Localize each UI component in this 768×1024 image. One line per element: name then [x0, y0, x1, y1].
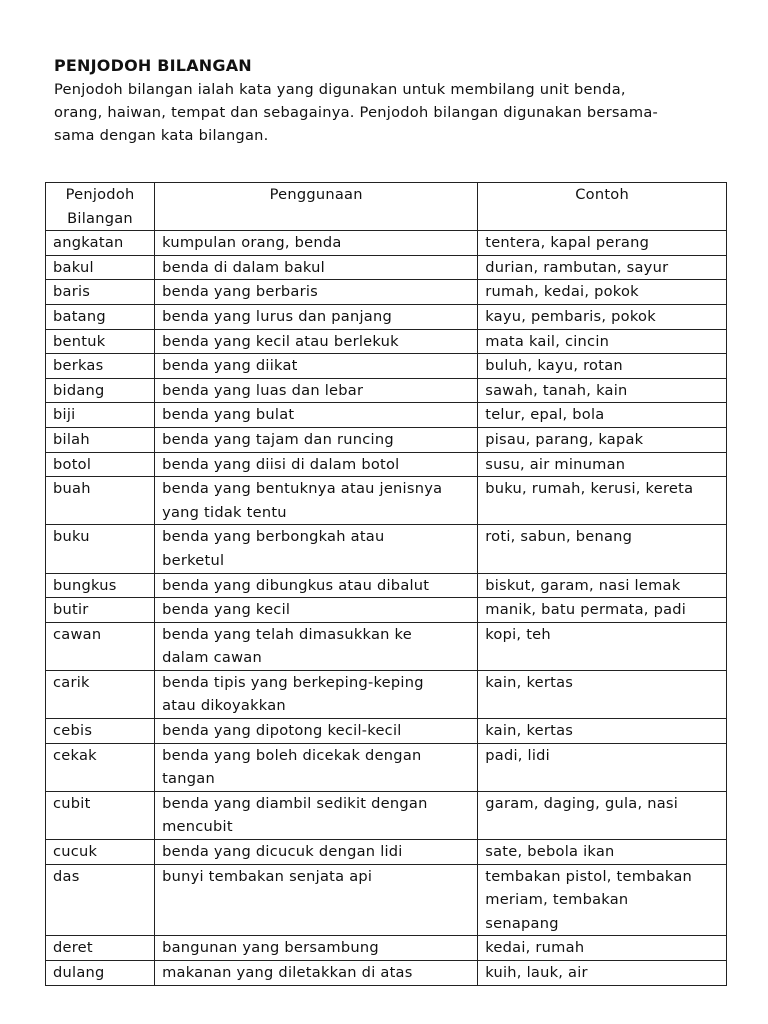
table-row: [46, 719, 727, 744]
cell-text: biji: [53, 406, 76, 424]
cell-text: tembakan pistol, tembakan: [485, 867, 693, 885]
table-row: [46, 670, 727, 718]
penggunaan-cell: [155, 743, 478, 791]
penggunaan-cell: [155, 403, 478, 428]
penggunaan-cell: [155, 840, 478, 865]
penggunaan-cell: [155, 304, 478, 329]
penjodoh-bilangan-table: [45, 182, 727, 986]
cell-text: buah: [53, 480, 91, 498]
table-row: [46, 840, 727, 865]
contoh-cell: [478, 525, 727, 573]
table-row: [46, 791, 727, 839]
cell-text: biskut, garam, nasi lemak: [485, 576, 681, 594]
contoh-cell: [478, 304, 727, 329]
penjodoh-cell: [46, 255, 155, 280]
penjodoh-cell: [46, 231, 155, 256]
penggunaan-cell: [155, 791, 478, 839]
header-text: Penjodoh: [65, 186, 135, 203]
table-row: [46, 573, 727, 598]
contoh-cell: [478, 427, 727, 452]
cell-text: benda yang bulat: [162, 406, 295, 424]
table-row: [46, 743, 727, 791]
cell-text: benda yang dibungkus atau dibalut: [162, 576, 430, 594]
table-row: [46, 231, 727, 256]
table-row: [46, 622, 727, 670]
cell-text: cekak: [53, 746, 97, 764]
penggunaan-cell: [155, 525, 478, 573]
penggunaan-cell: [155, 280, 478, 305]
cell-text: telur, epal, bola: [485, 406, 605, 424]
penjodoh-cell: [46, 622, 155, 670]
cell-text: sate, bebola ikan: [485, 843, 615, 861]
cell-text: makanan yang diletakkan di atas: [162, 964, 413, 981]
table-row: [46, 304, 727, 329]
cell-text: senapang: [485, 914, 559, 932]
cell-text: benda yang berbongkah atau: [162, 528, 385, 546]
table-row: [46, 427, 727, 452]
penjodoh-cell: [46, 670, 155, 718]
contoh-cell: [478, 598, 727, 623]
cell-text: rumah, kedai, pokok: [485, 283, 639, 301]
contoh-cell: [478, 622, 727, 670]
cell-text: meriam, tembakan: [485, 891, 629, 909]
cell-text: kuih, lauk, air: [485, 964, 588, 981]
contoh-cell: [478, 961, 727, 986]
cell-text: benda yang dipotong kecil-kecil: [162, 722, 402, 740]
penjodoh-cell: [46, 961, 155, 986]
cell-text: cubit: [53, 794, 91, 812]
cell-text: padi, lidi: [485, 746, 550, 764]
cell-text: mata kail, cincin: [485, 332, 610, 350]
penjodoh-cell: [46, 573, 155, 598]
intro-section: [54, 54, 734, 147]
cell-text: cawan: [53, 625, 102, 643]
penjodoh-cell: [46, 452, 155, 477]
contoh-cell: [478, 864, 727, 936]
header-row: [46, 183, 727, 231]
contoh-cell: [478, 231, 727, 256]
penjodoh-cell: [46, 378, 155, 403]
cell-text: yang tidak tentu: [162, 503, 287, 521]
cell-text: cebis: [53, 722, 93, 740]
penjodoh-cell: [46, 403, 155, 428]
contoh-cell: [478, 719, 727, 744]
contoh-cell: [478, 936, 727, 961]
contoh-cell: [478, 255, 727, 280]
cell-text: sawah, tanah, kain: [485, 381, 628, 399]
table-row: [46, 280, 727, 305]
cell-text: roti, sabun, benang: [485, 528, 633, 546]
table-row: [46, 961, 727, 986]
cell-text: pisau, parang, kapak: [485, 430, 644, 448]
penjodoh-cell: [46, 525, 155, 573]
table-row: [46, 378, 727, 403]
penggunaan-cell: [155, 427, 478, 452]
cell-text: benda yang kecil atau berlekuk: [162, 332, 399, 350]
table-row: [46, 477, 727, 525]
cell-text: benda yang berbaris: [162, 283, 319, 301]
table-row: [46, 525, 727, 573]
cell-text: kedai, rumah: [485, 939, 585, 957]
cell-text: buku: [53, 528, 90, 546]
cell-text: das: [53, 867, 80, 885]
cell-text: berkas: [53, 357, 104, 375]
penjodoh-cell: [46, 304, 155, 329]
table-row: [46, 403, 727, 428]
cell-text: dulang: [53, 964, 105, 981]
penggunaan-cell: [155, 354, 478, 379]
penggunaan-cell: [155, 670, 478, 718]
penggunaan-cell: [155, 378, 478, 403]
penjodoh-cell: [46, 719, 155, 744]
contoh-cell: [478, 354, 727, 379]
penggunaan-cell: [155, 961, 478, 986]
header-penjodoh-bilangan: [46, 183, 155, 231]
cell-text: benda di dalam bakul: [162, 258, 325, 276]
table-row: [46, 598, 727, 623]
contoh-cell: [478, 743, 727, 791]
penjodoh-cell: [46, 743, 155, 791]
cell-text: benda yang diisi di dalam botol: [162, 455, 400, 473]
cell-text: batang: [53, 307, 106, 325]
penggunaan-cell: [155, 231, 478, 256]
penjodoh-cell: [46, 936, 155, 961]
table-row: [46, 936, 727, 961]
cell-text: garam, daging, gula, nasi: [485, 794, 679, 812]
cell-text: kumpulan orang, benda: [162, 234, 342, 252]
table-row: [46, 864, 727, 936]
cell-text: kayu, pembaris, pokok: [485, 307, 656, 325]
penggunaan-cell: [155, 719, 478, 744]
table-row: [46, 329, 727, 354]
cell-text: kopi, teh: [485, 625, 551, 643]
cell-text: benda tipis yang berkeping-keping: [162, 673, 424, 691]
cell-text: carik: [53, 673, 90, 691]
cell-text: angkatan: [53, 234, 124, 252]
contoh-cell: [478, 378, 727, 403]
contoh-cell: [478, 670, 727, 718]
cell-text: bunyi tembakan senjata api: [162, 867, 373, 885]
penjodoh-cell: [46, 280, 155, 305]
cell-text: benda yang dicucuk dengan lidi: [162, 843, 403, 861]
cell-text: benda yang kecil: [162, 601, 291, 619]
cell-text: bungkus: [53, 576, 117, 594]
cell-text: buku, rumah, kerusi, kereta: [485, 480, 694, 498]
cell-text: benda yang luas dan lebar: [162, 381, 364, 399]
cell-text: mencubit: [162, 818, 233, 836]
cell-text: butir: [53, 601, 89, 619]
contoh-cell: [478, 573, 727, 598]
table-row: [46, 255, 727, 280]
table-row: [46, 452, 727, 477]
cell-text: botol: [53, 455, 92, 473]
penggunaan-cell: [155, 622, 478, 670]
penjodoh-cell: [46, 477, 155, 525]
penjodoh-cell: [46, 791, 155, 839]
penggunaan-cell: [155, 477, 478, 525]
cell-text: kain, kertas: [485, 673, 574, 691]
contoh-cell: [478, 329, 727, 354]
penjodoh-cell: [46, 598, 155, 623]
cell-text: benda yang telah dimasukkan ke: [162, 625, 412, 643]
penggunaan-cell: [155, 452, 478, 477]
cell-text: bidang: [53, 381, 105, 399]
penggunaan-cell: [155, 573, 478, 598]
penjodoh-cell: [46, 354, 155, 379]
contoh-cell: [478, 280, 727, 305]
cell-text: tentera, kapal perang: [485, 234, 650, 252]
paragraph-line: Penjodoh bilangan ialah kata yang digunakan untuk membilang unit benda,: [54, 81, 626, 98]
cell-text: cucuk: [53, 843, 98, 861]
table-row: [46, 354, 727, 379]
header-text: Penggunaan: [269, 186, 363, 203]
cell-text: bangunan yang bersambung: [162, 939, 379, 957]
penjodoh-cell: [46, 840, 155, 865]
contoh-cell: [478, 840, 727, 865]
penggunaan-cell: [155, 598, 478, 623]
table-body: [46, 231, 727, 985]
cell-text: benda yang diikat: [162, 357, 298, 375]
document-title: PENJODOH BILANGAN: [54, 56, 252, 75]
header-text: Bilangan: [67, 209, 133, 227]
cell-text: benda yang boleh dicekak dengan: [162, 746, 422, 764]
penjodoh-cell: [46, 329, 155, 354]
penggunaan-cell: [155, 255, 478, 280]
cell-text: bakul: [53, 258, 94, 276]
cell-text: durian, rambutan, sayur: [485, 258, 669, 276]
cell-text: benda yang lurus dan panjang: [162, 307, 393, 325]
paragraph-line: sama dengan kata bilangan.: [54, 127, 269, 144]
cell-text: berketul: [162, 551, 225, 569]
penjodoh-cell: [46, 427, 155, 452]
cell-text: atau dikoyakkan: [162, 697, 286, 715]
table-header: [46, 183, 727, 231]
contoh-cell: [478, 477, 727, 525]
header-penggunaan: [155, 183, 478, 231]
header-text: Contoh: [575, 186, 629, 203]
cell-text: baris: [53, 283, 91, 301]
cell-text: bentuk: [53, 332, 106, 350]
penggunaan-cell: [155, 864, 478, 936]
contoh-cell: [478, 452, 727, 477]
cell-text: bilah: [53, 430, 90, 448]
cell-text: benda yang diambil sedikit dengan: [162, 794, 428, 812]
header-contoh: [478, 183, 727, 231]
cell-text: benda yang tajam dan runcing: [162, 430, 394, 448]
intro-paragraph: [54, 78, 734, 147]
cell-text: dalam cawan: [162, 649, 262, 667]
cell-text: deret: [53, 939, 93, 957]
cell-text: kain, kertas: [485, 722, 574, 740]
paragraph-line: orang, haiwan, tempat dan sebagainya. Penjodoh bilangan digunakan bersama-: [54, 104, 659, 121]
cell-text: manik, batu permata, padi: [485, 601, 687, 619]
cell-text: tangan: [162, 770, 215, 788]
contoh-cell: [478, 403, 727, 428]
cell-text: buluh, kayu, rotan: [485, 357, 623, 375]
contoh-cell: [478, 791, 727, 839]
cell-text: benda yang bentuknya atau jenisnya: [162, 480, 443, 498]
cell-text: susu, air minuman: [485, 455, 626, 473]
penggunaan-cell: [155, 936, 478, 961]
penggunaan-cell: [155, 329, 478, 354]
penjodoh-cell: [46, 864, 155, 936]
